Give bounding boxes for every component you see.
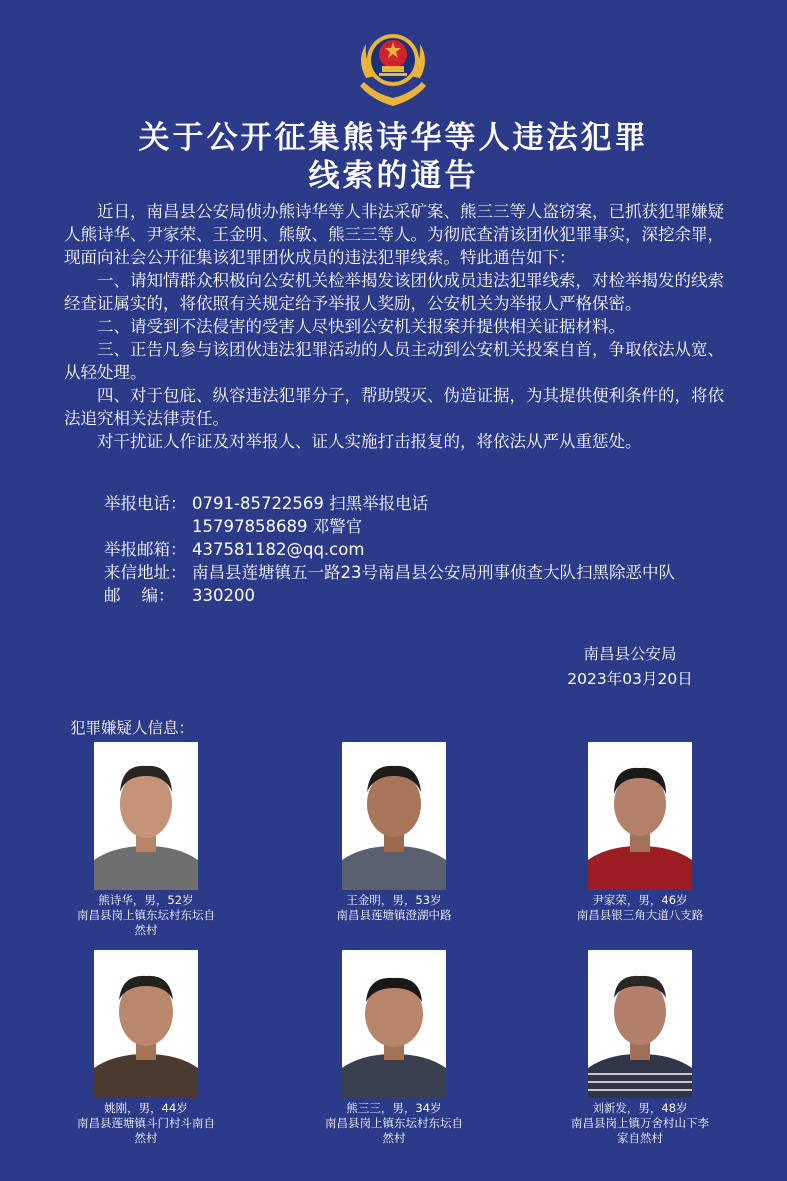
suspect-card <box>46 742 246 938</box>
contact-info <box>104 492 675 607</box>
suspect-photo <box>588 742 692 890</box>
suspect-photo <box>342 742 446 890</box>
page-title-line-2: 线索的通告 <box>308 158 479 194</box>
suspects-heading: 犯罪嫌疑人信息： <box>70 719 195 737</box>
phone-label: 举报电话： <box>104 494 187 513</box>
notice-body <box>64 200 724 453</box>
notice-paragraph-3: 三、正告凡参与该团伙违法犯罪活动的人员主动到公安机关投案自首，争取依法从宽、从轻处理。 <box>64 340 724 382</box>
issue-date: 2023年03月20日 <box>567 670 693 688</box>
suspect-card <box>294 742 494 923</box>
suspect-address-line: 南昌县银三角大道八支路 <box>576 908 704 922</box>
page-title-line-1: 关于公开征集熊诗华等人违法犯罪 <box>138 120 649 156</box>
issuer-name: 南昌县公安局 <box>583 645 677 663</box>
notice-paragraph-2: 二、请受到不法侵害的受害人尽快到公安机关报案并提供相关证据材料。 <box>97 317 625 336</box>
suspect-address-line-2: 然村 <box>134 1131 158 1145</box>
suspect-card <box>540 742 740 923</box>
suspect-address-line: 南昌县莲塘镇斗门村斗南自 <box>77 1116 215 1130</box>
postcode-value: 330200 <box>192 586 255 605</box>
police-emblem-icon <box>352 26 434 110</box>
email-value[interactable]: 437581182@qq.com <box>192 540 365 559</box>
notice-paragraph-1: 一、请知情群众积极向公安机关检举揭发该团伙成员违法犯罪线索，对检举揭发的线索经查证属实的，将依照有关规定给予举报人奖励，公安机关为举报人严格保密。 <box>64 271 724 313</box>
address-value: 南昌县莲塘镇五一路23号南昌县公安局刑事侦查大队扫黑除恶中队 <box>192 563 675 582</box>
suspect-address-line: 南昌县岗上镇万舍村山下李 <box>571 1116 709 1130</box>
suspect-card <box>540 950 740 1146</box>
suspect-name-line: 熊三三，男，34岁 <box>346 1101 442 1115</box>
suspect-name-line: 姚刚，男，44岁 <box>104 1101 188 1115</box>
suspect-address-line-2: 然村 <box>382 1131 406 1145</box>
notice-paragraph-4: 四、对于包庇、纵容违法犯罪分子，帮助毁灭、伪造证据，为其提供便利条件的，将依法追究相关法律责任。 <box>64 386 724 428</box>
phone-number-2[interactable]: 15797858689 邓警官 <box>192 517 363 536</box>
suspect-address-line: 南昌县岗上镇东坛村东坛自 <box>77 908 215 922</box>
suspect-card <box>46 950 246 1146</box>
suspect-address-line-2: 家自然村 <box>617 1131 663 1145</box>
suspect-card <box>294 950 494 1146</box>
suspect-address-line: 南昌县岗上镇东坛村东坛自 <box>325 1116 463 1130</box>
suspect-name-line: 刘新发，男，48岁 <box>592 1101 688 1115</box>
suspect-name-line: 熊诗华，男，52岁 <box>98 893 194 907</box>
email-label: 举报邮箱： <box>104 540 187 559</box>
suspect-address-line: 南昌县莲塘镇澄湖中路 <box>336 908 452 922</box>
suspect-address-line-2: 然村 <box>134 923 158 937</box>
suspect-photo <box>342 950 446 1098</box>
suspect-photo <box>94 950 198 1098</box>
notice-paragraph-intro: 近日，南昌县公安局侦办熊诗华等人非法采矿案、熊三三等人盗窃案，已抓获犯罪嫌疑人熊诗华、尹家荣、王金明、熊敏、熊三三等人。为彻底查清该团伙犯罪事实，深挖余罪，现面向社会公开征集该犯罪团伙成员的违法犯罪线索。特此通告如下： <box>64 202 724 267</box>
suspect-name-line: 尹家荣，男，46岁 <box>592 893 688 907</box>
suspect-photo <box>94 742 198 890</box>
suspect-name-line: 王金明，男，53岁 <box>346 893 442 907</box>
phone-number-1[interactable]: 0791-85722569 扫黑举报电话 <box>192 494 429 513</box>
address-label: 来信地址： <box>104 563 187 582</box>
postcode-label: 邮 编： <box>104 586 175 605</box>
notice-paragraph-5: 对干扰证人作证及对举报人、证人实施打击报复的，将依法从严从重惩处。 <box>97 432 642 451</box>
suspect-photo <box>588 950 692 1098</box>
